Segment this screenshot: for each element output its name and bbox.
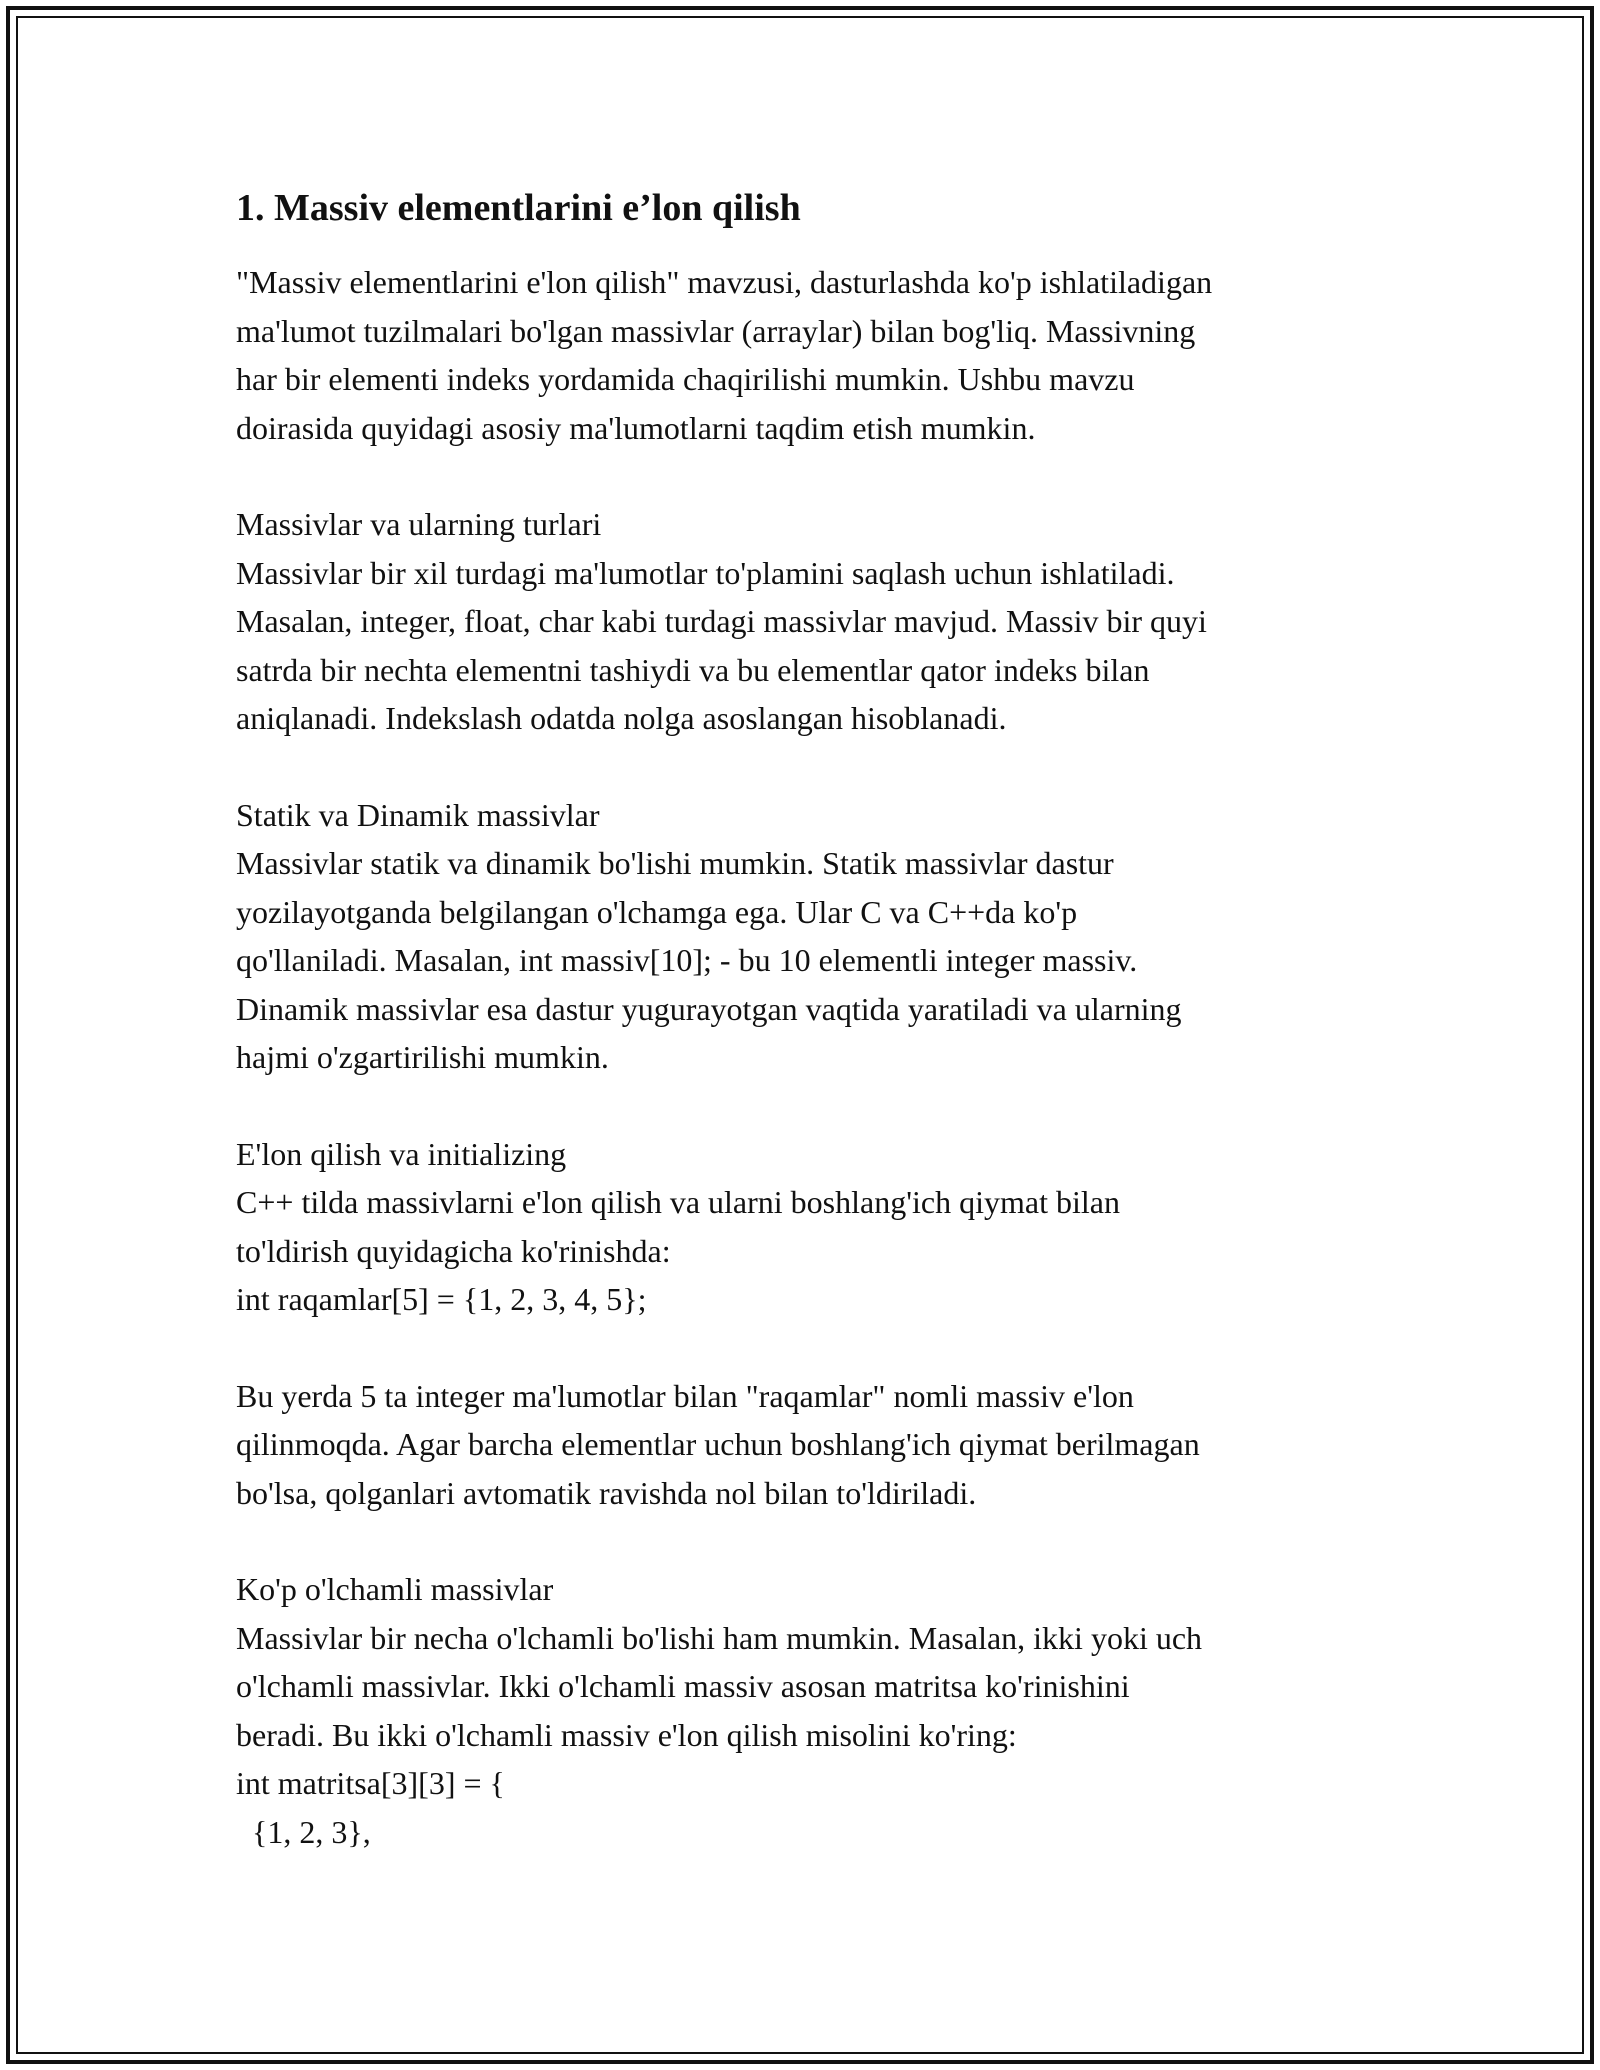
section-heading: E'lon qilish va initializing — [236, 1135, 567, 1172]
text-line: Massivlar bir xil turdagi ma'lumotlar to'plamini saqlash uchun ishlatiladi. — [236, 554, 1175, 591]
section-heading: Statik va Dinamik massivlar — [236, 796, 600, 833]
text-line: aniqlanadi. Indekslash odatda nolga asoslangan hisoblanadi. — [236, 700, 1007, 736]
explanation-paragraph — [236, 1372, 1376, 1518]
static-dynamic-section — [236, 791, 1376, 1082]
code-line: int matritsa[3][3] = { — [236, 1765, 505, 1801]
text-line: bo'lsa, qolganlari avtomatik ravishda nol bilan to'ldiriladi. — [236, 1474, 977, 1511]
text-line: C++ tilda massivlarni e'lon qilish va ularni boshlang'ich qiymat bilan — [236, 1184, 1120, 1220]
text-line: to'ldirish quyidagicha ko'rinishda: — [236, 1232, 671, 1269]
intro-paragraph — [236, 258, 1376, 452]
text-line: yozilayotganda belgilangan o'lchamga ega. Ular C va C++da ko'p — [236, 893, 1078, 930]
text-line: Bu yerda 5 ta integer ma'lumotlar bilan "raqamlar" nomli massiv e'lon — [236, 1377, 1134, 1414]
text-line: ma'lumot tuzilmalari bo'lgan massivlar (arraylar) bilan bog'liq. Massivning — [236, 312, 1196, 349]
document-body — [236, 180, 1376, 1904]
text-line: o'lchamli massivlar. Ikki o'lchamli massiv asosan matritsa ko'rinishini — [236, 1668, 1130, 1704]
text-line: beradi. Bu ikki o'lchamli massiv e'lon qilish misolini ko'ring: — [236, 1716, 1017, 1753]
code-line: int raqamlar[5] = {1, 2, 3, 4, 5}; — [236, 1281, 647, 1317]
text-line: qilinmoqda. Agar barcha elementlar uchun boshlang'ich qiymat berilmagan — [236, 1426, 1200, 1462]
text-line: har bir elementi indeks yordamida chaqirilishi mumkin. Ushbu mavzu — [236, 361, 1135, 397]
text-line: qo'llaniladi. Masalan, int massiv[10]; - bu 10 elementli integer massiv. — [236, 942, 1138, 978]
text-line: Masalan, integer, float, char kabi turdagi massivlar mavjud. Massiv bir quyi — [236, 603, 1207, 639]
array-types-section — [236, 500, 1376, 743]
multidimensional-section — [236, 1565, 1376, 1856]
document-title: 1. Massiv elementlarini e’lon qilish — [236, 187, 801, 229]
section-heading: Massivlar va ularning turlari — [236, 506, 602, 542]
text-line: doirasida quyidagi asosiy ma'lumotlarni taqdim etish mumkin. — [236, 409, 1036, 446]
section-heading: Ko'p o'lchamli massivlar — [236, 1571, 554, 1607]
declaration-section — [236, 1130, 1376, 1324]
text-line: Dinamik massivlar esa dastur yugurayotgan vaqtida yaratiladi va ularning — [236, 990, 1182, 1027]
text-line: "Massiv elementlarini e'lon qilish" mavzusi, dasturlashda ko'p ishlatiladigan — [236, 264, 1213, 300]
code-line: {1, 2, 3}, — [236, 1813, 371, 1850]
text-line: satrda bir nechta elementni tashiydi va bu elementlar qator indeks bilan — [236, 651, 1150, 688]
text-line: Massivlar bir necha o'lchamli bo'lishi ham mumkin. Masalan, ikki yoki uch — [236, 1619, 1203, 1656]
text-line: hajmi o'zgartirilishi mumkin. — [236, 1039, 609, 1075]
text-line: Massivlar statik va dinamik bo'lishi mumkin. Statik massivlar dastur — [236, 845, 1114, 881]
